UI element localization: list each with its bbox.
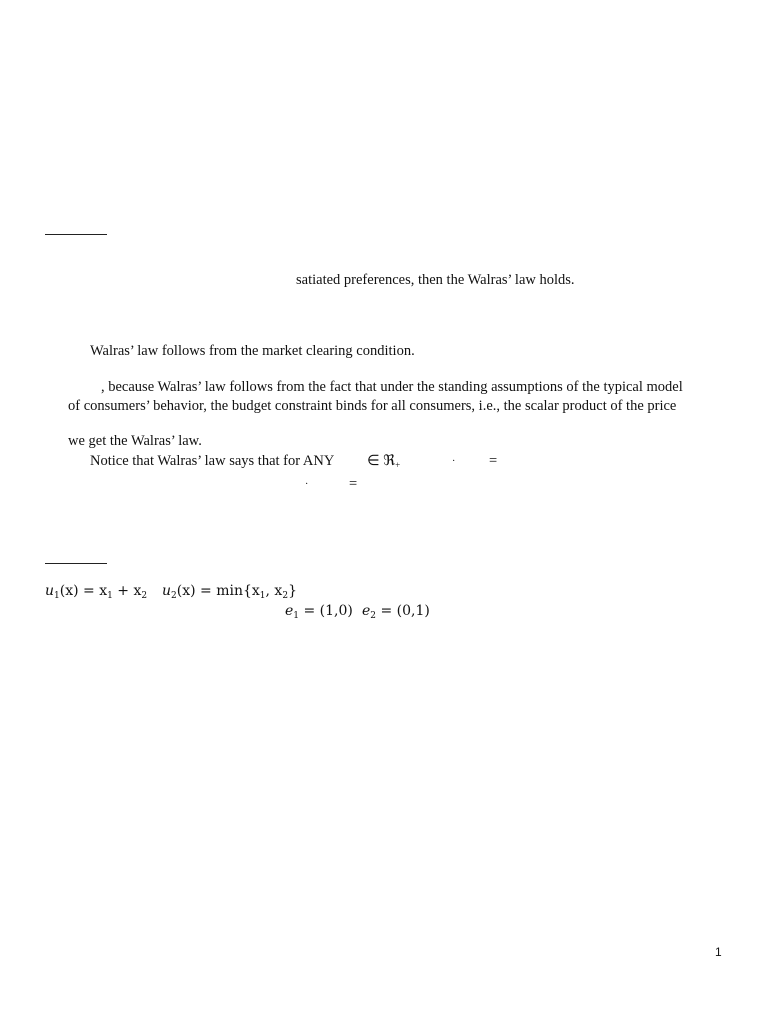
text-get-walras-law: we get the Walras’ law. <box>68 433 202 449</box>
u2-comma: , x <box>265 583 283 599</box>
symbol-equals-1: = <box>489 453 498 469</box>
text-market-clearing: Walras’ law follows from the market clearing condition. <box>90 343 415 359</box>
e2-var: e <box>362 603 371 619</box>
u2-sub: 2 <box>171 591 177 601</box>
symbol-dot-1: · <box>452 456 456 467</box>
u2-rest: (x) = min{x <box>176 583 260 599</box>
symbol-equals-2: = <box>349 476 358 492</box>
text-because: , because Walras’ law follows from the fact that under the standing assumptions of the typical model <box>101 379 683 395</box>
section-rule-2 <box>45 563 107 564</box>
text-satiated-preferences: satiated preferences, then the Walras’ law holds. <box>296 272 575 288</box>
u2-x2-sub: 2 <box>282 591 289 601</box>
plus-subscript: + <box>395 460 401 470</box>
in-reals-text: ∈ ℜ <box>367 453 396 469</box>
u1-plus: + x <box>112 583 142 599</box>
u2-close: } <box>288 583 297 599</box>
equation-u1 <box>45 583 147 600</box>
e2-sub: 2 <box>370 611 377 621</box>
page-number: 1 <box>715 945 722 959</box>
u2-var: u <box>162 583 172 599</box>
symbol-in-reals <box>367 453 400 474</box>
u2-x1-sub: 1 <box>259 591 266 601</box>
e1-sub: 1 <box>293 611 300 621</box>
x1-sub: 1 <box>107 591 113 601</box>
equation-e2 <box>362 603 430 620</box>
text-notice: Notice that Walras’ law says that for ANY <box>90 453 335 469</box>
section-rule-1 <box>45 234 107 235</box>
e2-rest: = (0,1) <box>376 603 430 619</box>
u1-sub: 1 <box>54 591 60 601</box>
e1-rest: = (1,0) <box>299 603 353 619</box>
symbol-dot-2: · <box>305 479 309 490</box>
equation-e1 <box>285 603 353 620</box>
x2-sub: 2 <box>141 591 148 601</box>
equation-u2 <box>162 583 297 600</box>
u1-var: u <box>45 583 55 599</box>
text-consumers-behavior: of consumers’ behavior, the budget constraint binds for all consumers, i.e., the scalar product of the price <box>68 398 677 414</box>
u1-rest: (x) = x <box>59 583 108 599</box>
e1-var: e <box>285 603 294 619</box>
